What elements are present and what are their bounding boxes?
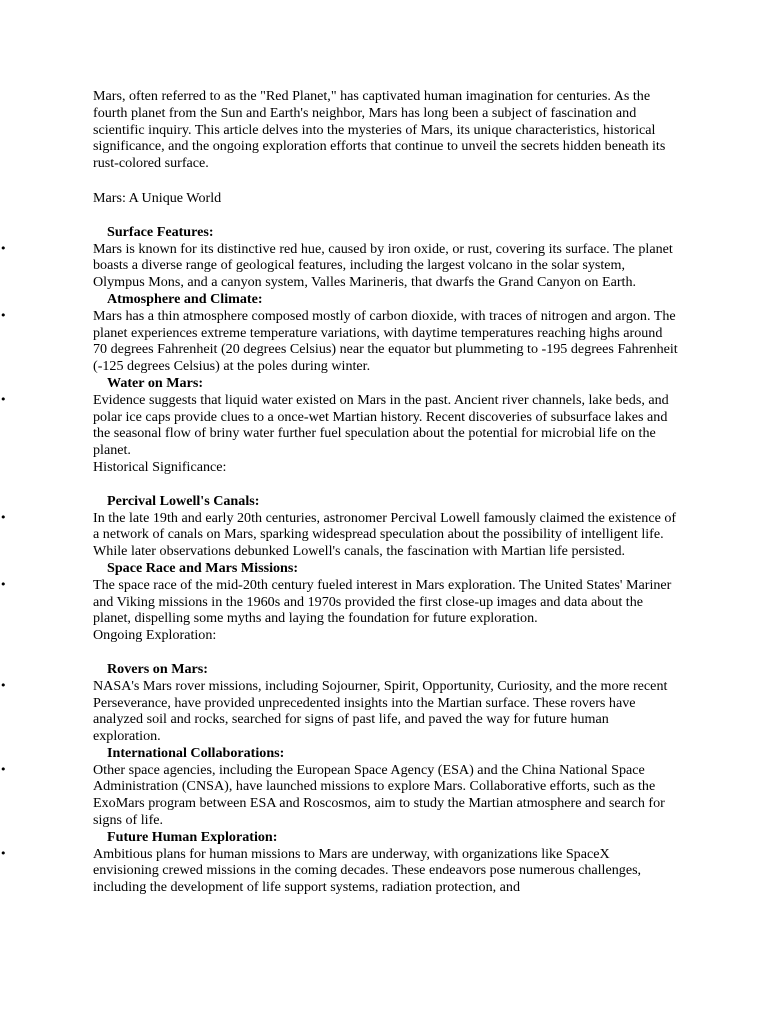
list-item bbox=[0, 493, 768, 560]
bullet-icon: • bbox=[0, 308, 7, 322]
bullet-icon: • bbox=[0, 241, 7, 255]
section-title-ongoing: Ongoing Exploration: bbox=[93, 627, 217, 644]
item-heading: Surface Features: bbox=[107, 223, 214, 240]
bullet-icon: • bbox=[0, 762, 7, 776]
item-text: Mars is known for its distinctive red hue, caused by iron oxide, or rust, covering its surface. The planet boasts a diverse range of geological features, including the largest volcano in the solar system, Olympus Mons, and a canyon system, Valles Marineris, that dwarfs the Grand Canyon on Earth. bbox=[93, 240, 673, 291]
list-item bbox=[0, 829, 768, 896]
bullet-icon: • bbox=[0, 392, 7, 406]
list-item bbox=[0, 224, 768, 291]
document-page bbox=[0, 88, 768, 896]
item-text: The space race of the mid-20th century fueled interest in Mars exploration. The United States' Mariner and Viking missions in the 1960s and 1970s provided the first close-up images and data about the planet, dispelling some myths and laying the foundation for future exploration. bbox=[93, 576, 672, 627]
bullet-icon: • bbox=[0, 510, 7, 524]
item-text: In the late 19th and early 20th centuries, astronomer Percival Lowell famously claimed the existence of a network of canals on Mars, sparking widespread speculation about the possibility of intelligent life. While later observations debunked Lowell's canals, the fascination with Martian life persisted. bbox=[93, 509, 677, 560]
item-heading: International Collaborations: bbox=[107, 744, 285, 761]
bullet-icon: • bbox=[0, 577, 7, 591]
item-heading: Space Race and Mars Missions: bbox=[107, 559, 299, 576]
section-title-unique-world: Mars: A Unique World bbox=[93, 189, 222, 206]
item-heading: Rovers on Mars: bbox=[107, 660, 208, 677]
item-heading: Future Human Exploration: bbox=[107, 828, 278, 845]
item-text: Ambitious plans for human missions to Mars are underway, with organizations like SpaceX envisioning crewed missions in the coming decades. These endeavors pose numerous challenges, including the development of life support systems, radiation protection, and bbox=[93, 845, 642, 896]
section-title-historical: Historical Significance: bbox=[93, 458, 227, 475]
item-heading: Percival Lowell's Canals: bbox=[107, 492, 260, 509]
list-item bbox=[0, 745, 768, 829]
list-item bbox=[0, 291, 768, 375]
list-item bbox=[0, 661, 768, 745]
item-text: Evidence suggests that liquid water existed on Mars in the past. Ancient river channels, lake beds, and polar ice caps provide clues to a once-wet Martian history. Recent discoveries of subsurface lakes and the seasonal flow of briny water further fuel speculation about the potential for microbial life on the planet. bbox=[93, 391, 669, 459]
item-text: Mars has a thin atmosphere composed mostly of carbon dioxide, with traces of nitrogen and argon. The planet experiences extreme temperature variations, with daytime temperatures reaching highs around 70 degrees Fahrenheit (20 degrees Celsius) near the equator but plummeting to -195 degrees Fahrenheit (-125 degrees Celsius) at the poles during winter. bbox=[93, 307, 678, 375]
bullet-icon: • bbox=[0, 846, 7, 860]
list-item bbox=[0, 560, 768, 627]
list-item bbox=[0, 375, 768, 459]
item-text: Other space agencies, including the European Space Agency (ESA) and the China National Space Administration (CNSA), have launched missions to explore Mars. Collaborative efforts, such as the ExoMars program between ESA and Roscosmos, aim to study the Martian atmosphere and search for signs of life. bbox=[93, 761, 665, 829]
bullet-icon: • bbox=[0, 678, 7, 692]
item-text: NASA's Mars rover missions, including Sojourner, Spirit, Opportunity, Curiosity, and the more recent Perseverance, have provided unprecedented insights into the Martian surface. These rovers have analyzed soil and rocks, searched for signs of past life, and paved the way for future human exploration. bbox=[93, 677, 668, 745]
item-heading: Water on Mars: bbox=[107, 374, 204, 391]
intro-paragraph: Mars, often referred to as the "Red Planet," has captivated human imagination for centuries. As the fourth planet from the Sun and Earth's neighbor, Mars has long been a subject of fascination and scientific inquiry. This article delves into the mysteries of Mars, its unique characteristics, historical significance, and the ongoing exploration efforts that continue to unveil the secrets hidden beneath its rust-colored surface. bbox=[93, 88, 666, 172]
item-heading: Atmosphere and Climate: bbox=[107, 290, 263, 307]
